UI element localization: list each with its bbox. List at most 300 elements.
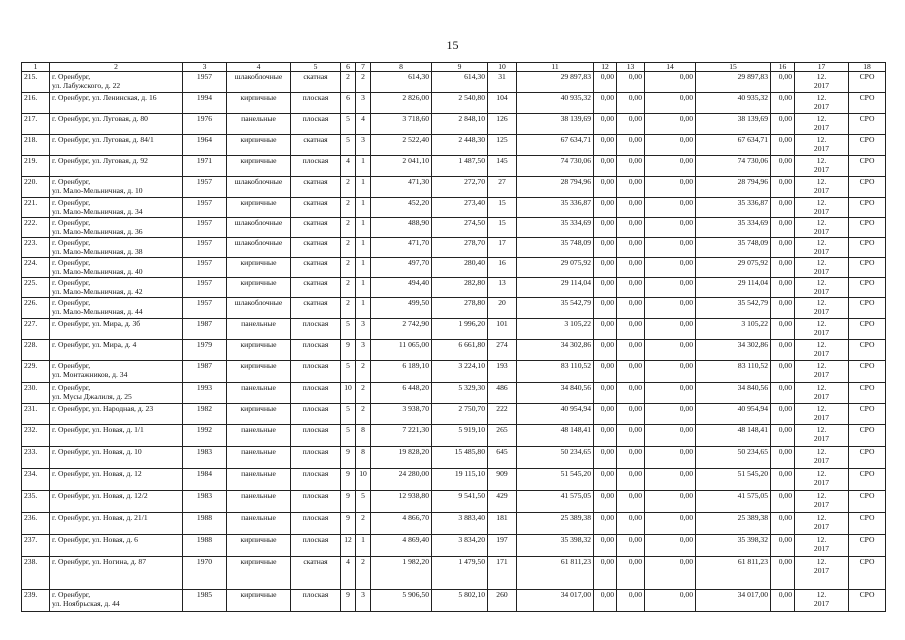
completion-date [795, 319, 849, 340]
completion-month: 12. [816, 156, 827, 165]
completion-month: 12. [816, 93, 827, 102]
cost-col-13: 0,00 [617, 590, 645, 612]
cost-col-13: 0,00 [617, 557, 645, 590]
housing-register-table [21, 62, 886, 612]
roof-type: плоская [291, 114, 341, 135]
address-cell [50, 177, 183, 198]
entrances: 4 [356, 114, 371, 135]
completion-year: 2017 [813, 267, 830, 276]
column-header: 15 [696, 63, 771, 72]
cost-col-12: 0,00 [594, 491, 617, 513]
year-built: 1957 [183, 298, 227, 319]
row-number: 227. [22, 319, 50, 340]
completion-date [795, 72, 849, 93]
residents: 645 [488, 447, 517, 469]
table-row [22, 72, 886, 93]
wall-material: панельные [227, 513, 291, 535]
cost-col-14: 0,00 [645, 590, 696, 612]
completion-year: 2017 [813, 287, 830, 296]
floors: 2 [341, 177, 356, 198]
cost-col-14: 0,00 [645, 177, 696, 198]
funding-method: СРО [849, 72, 886, 93]
cost-col-12: 0,00 [594, 177, 617, 198]
year-built: 1994 [183, 93, 227, 114]
column-header: 7 [356, 63, 371, 72]
entrances: 1 [356, 177, 371, 198]
wall-material: шлакоблочные [227, 298, 291, 319]
table-row [22, 135, 886, 156]
funding-method: СРО [849, 447, 886, 469]
completion-month: 12. [816, 135, 827, 144]
address-line-2: ул. Монтажников, д. 34 [52, 370, 128, 379]
row-number: 226. [22, 298, 50, 319]
completion-year: 2017 [813, 478, 830, 487]
address-line-1: г. Оренбург, ул. Мира, д. 3б [52, 319, 141, 328]
row-number: 239. [22, 590, 50, 612]
funding-method: СРО [849, 156, 886, 177]
total-cost: 35 398,32 [517, 535, 594, 557]
cost-col-16: 0,00 [771, 590, 795, 612]
residents: 27 [488, 177, 517, 198]
cost-col-15: 35 748,09 [696, 238, 771, 258]
cost-col-13: 0,00 [617, 298, 645, 319]
completion-date [795, 557, 849, 590]
cost-col-12: 0,00 [594, 361, 617, 383]
cost-col-14: 0,00 [645, 238, 696, 258]
total-area: 471,70 [371, 238, 432, 258]
address-cell [50, 404, 183, 425]
cost-col-12: 0,00 [594, 72, 617, 93]
completion-date [795, 469, 849, 491]
total-area: 4 866,70 [371, 513, 432, 535]
cost-col-12: 0,00 [594, 404, 617, 425]
residents: 145 [488, 156, 517, 177]
total-area: 12 938,80 [371, 491, 432, 513]
living-area: 9 541,50 [432, 491, 488, 513]
row-number: 234. [22, 469, 50, 491]
table-row [22, 93, 886, 114]
total-area: 2 826,00 [371, 93, 432, 114]
address-cell [50, 156, 183, 177]
completion-date [795, 114, 849, 135]
floors: 2 [341, 198, 356, 218]
total-area: 7 221,30 [371, 425, 432, 447]
living-area: 272,70 [432, 177, 488, 198]
floors: 9 [341, 513, 356, 535]
living-area: 3 883,40 [432, 513, 488, 535]
row-number: 237. [22, 535, 50, 557]
wall-material: шлакоблочные [227, 218, 291, 238]
completion-year: 2017 [813, 328, 830, 337]
cost-col-13: 0,00 [617, 469, 645, 491]
cost-col-14: 0,00 [645, 340, 696, 361]
address-cell [50, 513, 183, 535]
residents: 126 [488, 114, 517, 135]
cost-col-15: 67 634,71 [696, 135, 771, 156]
cost-col-13: 0,00 [617, 340, 645, 361]
cost-col-12: 0,00 [594, 198, 617, 218]
entrances: 10 [356, 469, 371, 491]
year-built: 1983 [183, 491, 227, 513]
address-cell [50, 383, 183, 404]
completion-month: 12. [816, 340, 827, 349]
year-built: 1987 [183, 319, 227, 340]
residents: 265 [488, 425, 517, 447]
cost-col-15: 34 840,56 [696, 383, 771, 404]
cost-col-14: 0,00 [645, 198, 696, 218]
cost-col-13: 0,00 [617, 425, 645, 447]
completion-year: 2017 [813, 522, 830, 531]
cost-col-16: 0,00 [771, 383, 795, 404]
address-cell [50, 491, 183, 513]
living-area: 2 750,70 [432, 404, 488, 425]
completion-year: 2017 [813, 307, 830, 316]
year-built: 1957 [183, 72, 227, 93]
wall-material: панельные [227, 425, 291, 447]
column-header: 6 [341, 63, 356, 72]
address-line-2: ул. Мало-Мельничная, д. 42 [52, 287, 143, 296]
roof-type: скатная [291, 557, 341, 590]
wall-material: кирпичные [227, 535, 291, 557]
address-line-1: г. Оренбург, [52, 238, 91, 247]
cost-col-14: 0,00 [645, 491, 696, 513]
cost-col-12: 0,00 [594, 278, 617, 298]
table-row [22, 258, 886, 278]
completion-year: 2017 [813, 81, 830, 90]
total-cost: 40 954,94 [517, 404, 594, 425]
table-row [22, 114, 886, 135]
roof-type: плоская [291, 156, 341, 177]
completion-date [795, 361, 849, 383]
address-line-1: г. Оренбург, ул. Новая, д. 1/1 [52, 425, 144, 434]
cost-col-12: 0,00 [594, 535, 617, 557]
entrances: 8 [356, 447, 371, 469]
residents: 429 [488, 491, 517, 513]
entrances: 3 [356, 340, 371, 361]
cost-col-16: 0,00 [771, 238, 795, 258]
completion-date [795, 383, 849, 404]
cost-col-14: 0,00 [645, 156, 696, 177]
completion-year: 2017 [813, 413, 830, 422]
year-built: 1983 [183, 447, 227, 469]
completion-month: 12. [816, 469, 827, 478]
table-row [22, 590, 886, 612]
address-line-1: г. Оренбург, [52, 278, 91, 287]
residents: 20 [488, 298, 517, 319]
living-area: 5 919,10 [432, 425, 488, 447]
column-header: 16 [771, 63, 795, 72]
cost-col-13: 0,00 [617, 258, 645, 278]
completion-month: 12. [816, 218, 827, 227]
total-area: 5 906,50 [371, 590, 432, 612]
completion-date [795, 156, 849, 177]
column-header: 18 [849, 63, 886, 72]
year-built: 1979 [183, 340, 227, 361]
total-area: 6 448,20 [371, 383, 432, 404]
cost-col-16: 0,00 [771, 298, 795, 319]
total-area: 494,40 [371, 278, 432, 298]
cost-col-16: 0,00 [771, 557, 795, 590]
completion-year: 2017 [813, 544, 830, 553]
completion-year: 2017 [813, 144, 830, 153]
cost-col-14: 0,00 [645, 361, 696, 383]
cost-col-15: 40 935,32 [696, 93, 771, 114]
entrances: 2 [356, 72, 371, 93]
address-line-1: г. Оренбург, ул. Луговая, д. 84/1 [52, 135, 154, 144]
residents: 171 [488, 557, 517, 590]
table-row [22, 198, 886, 218]
column-header: 11 [517, 63, 594, 72]
column-header: 4 [227, 63, 291, 72]
wall-material: кирпичные [227, 278, 291, 298]
completion-month: 12. [816, 177, 827, 186]
cost-col-14: 0,00 [645, 513, 696, 535]
living-area: 19 115,10 [432, 469, 488, 491]
total-area: 2 742,90 [371, 319, 432, 340]
table-row [22, 278, 886, 298]
cost-col-14: 0,00 [645, 469, 696, 491]
cost-col-13: 0,00 [617, 361, 645, 383]
wall-material: кирпичные [227, 198, 291, 218]
cost-col-15: 35 334,69 [696, 218, 771, 238]
funding-method: СРО [849, 198, 886, 218]
completion-date [795, 491, 849, 513]
row-number: 230. [22, 383, 50, 404]
address-cell [50, 72, 183, 93]
cost-col-16: 0,00 [771, 404, 795, 425]
year-built: 1971 [183, 156, 227, 177]
wall-material: шлакоблочные [227, 72, 291, 93]
roof-type: плоская [291, 425, 341, 447]
cost-col-14: 0,00 [645, 258, 696, 278]
entrances: 3 [356, 590, 371, 612]
floors: 2 [341, 218, 356, 238]
total-cost: 28 794,96 [517, 177, 594, 198]
floors: 9 [341, 447, 356, 469]
completion-month: 12. [816, 491, 827, 500]
total-area: 497,70 [371, 258, 432, 278]
wall-material: панельные [227, 447, 291, 469]
funding-method: СРО [849, 590, 886, 612]
wall-material: кирпичные [227, 93, 291, 114]
entrances: 1 [356, 298, 371, 319]
address-line-2: ул. Мало-Мельничная, д. 36 [52, 227, 143, 236]
completion-year: 2017 [813, 165, 830, 174]
address-cell [50, 535, 183, 557]
floors: 5 [341, 319, 356, 340]
column-header: 17 [795, 63, 849, 72]
living-area: 278,70 [432, 238, 488, 258]
floors: 2 [341, 72, 356, 93]
row-number: 222. [22, 218, 50, 238]
entrances: 1 [356, 258, 371, 278]
roof-type: скатная [291, 238, 341, 258]
wall-material: кирпичные [227, 156, 291, 177]
address-line-2: ул. Мало-Мельничная, д. 34 [52, 207, 143, 216]
total-cost: 38 139,69 [517, 114, 594, 135]
address-line-1: г. Оренбург, ул. Новая, д. 12/2 [52, 491, 148, 500]
total-cost: 40 935,32 [517, 93, 594, 114]
funding-method: СРО [849, 298, 886, 319]
table-row [22, 535, 886, 557]
column-header: 8 [371, 63, 432, 72]
completion-month: 12. [816, 278, 827, 287]
cost-col-13: 0,00 [617, 319, 645, 340]
wall-material: кирпичные [227, 340, 291, 361]
address-cell [50, 425, 183, 447]
entrances: 1 [356, 535, 371, 557]
cost-col-16: 0,00 [771, 491, 795, 513]
cost-col-13: 0,00 [617, 491, 645, 513]
table-row [22, 218, 886, 238]
address-cell [50, 238, 183, 258]
cost-col-13: 0,00 [617, 72, 645, 93]
address-line-1: г. Оренбург, ул. Луговая, д. 92 [52, 156, 148, 165]
table-row [22, 404, 886, 425]
year-built: 1957 [183, 258, 227, 278]
address-cell [50, 361, 183, 383]
cost-col-15: 25 389,38 [696, 513, 771, 535]
cost-col-15: 48 148,41 [696, 425, 771, 447]
living-area: 2 848,10 [432, 114, 488, 135]
address-cell [50, 198, 183, 218]
cost-col-15: 29 114,04 [696, 278, 771, 298]
cost-col-16: 0,00 [771, 177, 795, 198]
cost-col-12: 0,00 [594, 319, 617, 340]
address-line-1: г. Оренбург, [52, 383, 91, 392]
funding-method: СРО [849, 218, 886, 238]
completion-month: 12. [816, 198, 827, 207]
address-line-1: г. Оренбург, [52, 218, 91, 227]
wall-material: кирпичные [227, 361, 291, 383]
cost-col-12: 0,00 [594, 218, 617, 238]
cost-col-15: 29 897,83 [696, 72, 771, 93]
total-cost: 29 897,83 [517, 72, 594, 93]
cost-col-16: 0,00 [771, 278, 795, 298]
floors: 10 [341, 383, 356, 404]
cost-col-12: 0,00 [594, 340, 617, 361]
completion-month: 12. [816, 447, 827, 456]
cost-col-16: 0,00 [771, 258, 795, 278]
funding-method: СРО [849, 404, 886, 425]
wall-material: панельные [227, 469, 291, 491]
completion-date [795, 298, 849, 319]
table-row [22, 319, 886, 340]
roof-type: скатная [291, 258, 341, 278]
cost-col-14: 0,00 [645, 557, 696, 590]
column-header: 5 [291, 63, 341, 72]
living-area: 5 329,30 [432, 383, 488, 404]
entrances: 2 [356, 404, 371, 425]
floors: 5 [341, 425, 356, 447]
entrances: 1 [356, 238, 371, 258]
completion-year: 2017 [813, 349, 830, 358]
living-area: 3 834,20 [432, 535, 488, 557]
total-area: 2 041,10 [371, 156, 432, 177]
residents: 222 [488, 404, 517, 425]
total-cost: 35 334,69 [517, 218, 594, 238]
completion-month: 12. [816, 114, 827, 123]
roof-type: скатная [291, 218, 341, 238]
floors: 9 [341, 340, 356, 361]
year-built: 1957 [183, 218, 227, 238]
roof-type: плоская [291, 340, 341, 361]
floors: 2 [341, 258, 356, 278]
cost-col-14: 0,00 [645, 93, 696, 114]
column-header: 1 [22, 63, 50, 72]
residents: 909 [488, 469, 517, 491]
entrances: 1 [356, 156, 371, 177]
address-cell [50, 258, 183, 278]
row-number: 233. [22, 447, 50, 469]
roof-type: плоская [291, 404, 341, 425]
completion-month: 12. [816, 557, 827, 566]
roof-type: плоская [291, 469, 341, 491]
address-line-1: г. Оренбург, ул. Луговая, д. 80 [52, 114, 148, 123]
completion-year: 2017 [813, 566, 830, 575]
completion-year: 2017 [813, 227, 830, 236]
row-number: 232. [22, 425, 50, 447]
cost-col-12: 0,00 [594, 258, 617, 278]
cost-col-16: 0,00 [771, 72, 795, 93]
cost-col-15: 61 811,23 [696, 557, 771, 590]
cost-col-14: 0,00 [645, 114, 696, 135]
cost-col-15: 40 954,94 [696, 404, 771, 425]
cost-col-13: 0,00 [617, 447, 645, 469]
total-cost: 34 302,86 [517, 340, 594, 361]
row-number: 236. [22, 513, 50, 535]
completion-year: 2017 [813, 247, 830, 256]
total-cost: 83 110,52 [517, 361, 594, 383]
total-cost: 48 148,41 [517, 425, 594, 447]
completion-date [795, 404, 849, 425]
cost-col-13: 0,00 [617, 218, 645, 238]
floors: 2 [341, 238, 356, 258]
page-number: 15 [446, 38, 459, 52]
address-cell [50, 447, 183, 469]
cost-col-16: 0,00 [771, 93, 795, 114]
completion-month: 12. [816, 361, 827, 370]
year-built: 1964 [183, 135, 227, 156]
address-line-1: г. Оренбург, [52, 177, 91, 186]
total-area: 11 065,00 [371, 340, 432, 361]
funding-method: СРО [849, 383, 886, 404]
entrances: 2 [356, 361, 371, 383]
living-area: 5 802,10 [432, 590, 488, 612]
cost-col-12: 0,00 [594, 238, 617, 258]
cost-col-16: 0,00 [771, 425, 795, 447]
total-area: 499,50 [371, 298, 432, 319]
year-built: 1988 [183, 513, 227, 535]
living-area: 6 661,80 [432, 340, 488, 361]
row-number: 235. [22, 491, 50, 513]
cost-col-12: 0,00 [594, 447, 617, 469]
completion-date [795, 93, 849, 114]
address-line-1: г. Оренбург, ул. Народная, д. 23 [52, 404, 154, 413]
completion-date [795, 340, 849, 361]
floors: 5 [341, 404, 356, 425]
funding-method: СРО [849, 535, 886, 557]
cost-col-15: 41 575,05 [696, 491, 771, 513]
cost-col-12: 0,00 [594, 383, 617, 404]
funding-method: СРО [849, 238, 886, 258]
total-cost: 35 542,79 [517, 298, 594, 319]
row-number: 220. [22, 177, 50, 198]
roof-type: плоская [291, 491, 341, 513]
total-area: 3 938,70 [371, 404, 432, 425]
cost-col-15: 34 302,86 [696, 340, 771, 361]
completion-date [795, 535, 849, 557]
